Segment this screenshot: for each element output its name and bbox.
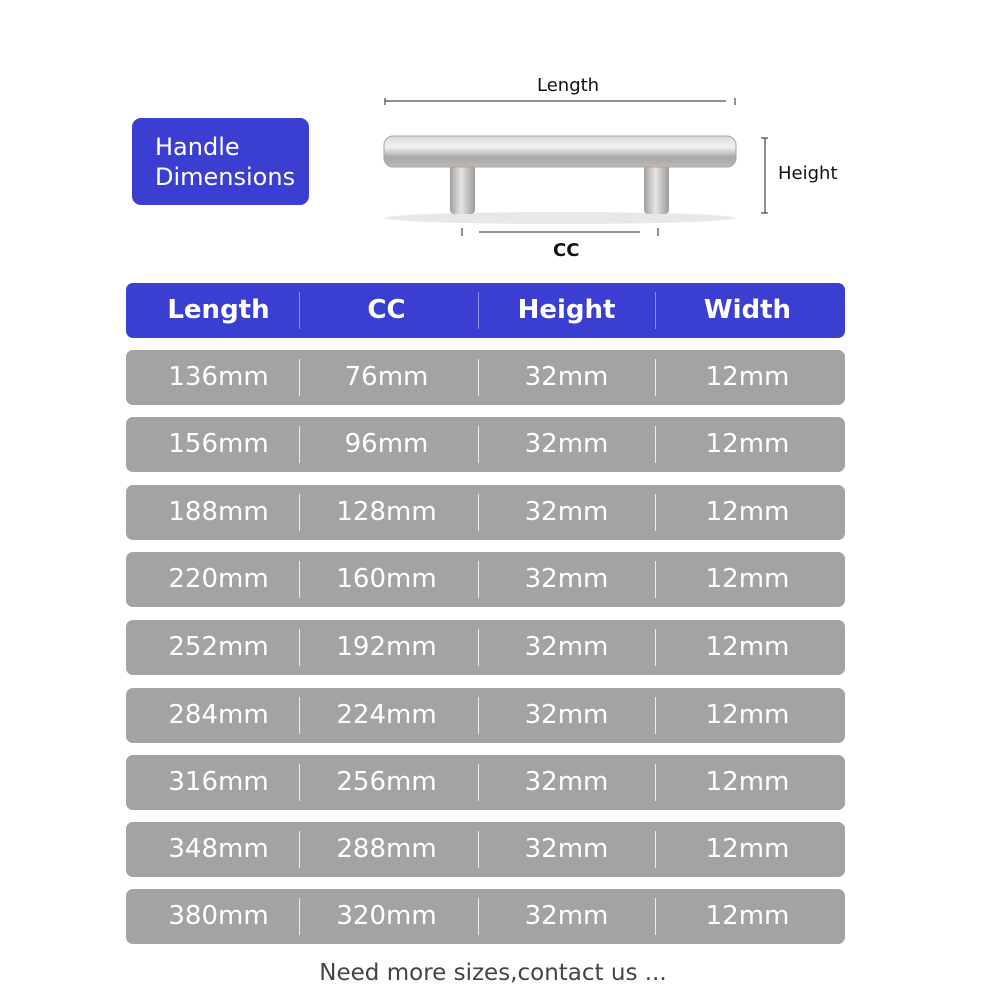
table-row xyxy=(126,889,845,944)
cell-cc: 128mm xyxy=(336,497,437,527)
cell-cc: 192mm xyxy=(336,632,437,662)
cell-height: 32mm xyxy=(524,901,609,931)
cell-height: 32mm xyxy=(524,564,609,594)
table-row xyxy=(126,552,845,607)
badge-title-line2: Dimensions xyxy=(155,163,296,191)
cc-label: CC xyxy=(553,240,580,261)
cell-width: 12mm xyxy=(705,632,790,662)
table-row xyxy=(126,822,845,877)
cell-height: 32mm xyxy=(524,834,609,864)
contact-note: Need more sizes,contact us ... xyxy=(319,960,667,986)
cell-cc: 160mm xyxy=(336,564,437,594)
badge-title-line1: Handle xyxy=(155,133,240,161)
table-row xyxy=(126,688,845,743)
cell-width: 12mm xyxy=(705,834,790,864)
cell-cc: 320mm xyxy=(336,901,437,931)
cc-dimension-line xyxy=(462,228,658,236)
height-dimension-line xyxy=(761,138,768,213)
length-label: Length xyxy=(537,75,600,96)
cell-height: 32mm xyxy=(524,700,609,730)
cell-height: 32mm xyxy=(524,632,609,662)
cell-width: 12mm xyxy=(705,429,790,459)
cell-length: 220mm xyxy=(168,564,269,594)
cell-length: 136mm xyxy=(168,362,269,392)
header-width: Width xyxy=(703,295,792,325)
cell-height: 32mm xyxy=(524,767,609,797)
table-row xyxy=(126,485,845,540)
height-label: Height xyxy=(778,163,838,184)
handle-bar xyxy=(384,136,736,167)
table-row xyxy=(126,620,845,675)
length-dimension-line xyxy=(385,98,735,105)
table-row xyxy=(126,350,845,405)
cell-length: 316mm xyxy=(168,767,269,797)
handle-shadow xyxy=(385,212,735,224)
cell-cc: 224mm xyxy=(336,700,437,730)
header-cc: CC xyxy=(367,295,406,325)
table-header-row xyxy=(126,283,845,338)
cell-length: 284mm xyxy=(168,700,269,730)
cell-width: 12mm xyxy=(705,564,790,594)
cell-cc: 96mm xyxy=(344,429,429,459)
cell-length: 188mm xyxy=(168,497,269,527)
cell-width: 12mm xyxy=(705,362,790,392)
cell-cc: 256mm xyxy=(336,767,437,797)
cell-height: 32mm xyxy=(524,497,609,527)
cell-width: 12mm xyxy=(705,497,790,527)
cell-height: 32mm xyxy=(524,362,609,392)
cell-length: 156mm xyxy=(168,429,269,459)
cell-height: 32mm xyxy=(524,429,609,459)
cell-cc: 288mm xyxy=(336,834,437,864)
cell-length: 380mm xyxy=(168,901,269,931)
cell-length: 252mm xyxy=(168,632,269,662)
cell-width: 12mm xyxy=(705,767,790,797)
cell-width: 12mm xyxy=(705,901,790,931)
cell-cc: 76mm xyxy=(344,362,429,392)
table-row xyxy=(126,417,845,472)
cell-length: 348mm xyxy=(168,834,269,864)
dimensions-badge xyxy=(132,118,309,205)
header-height: Height xyxy=(517,295,616,325)
table-row xyxy=(126,755,845,810)
cell-width: 12mm xyxy=(705,700,790,730)
header-length: Length xyxy=(167,295,270,325)
